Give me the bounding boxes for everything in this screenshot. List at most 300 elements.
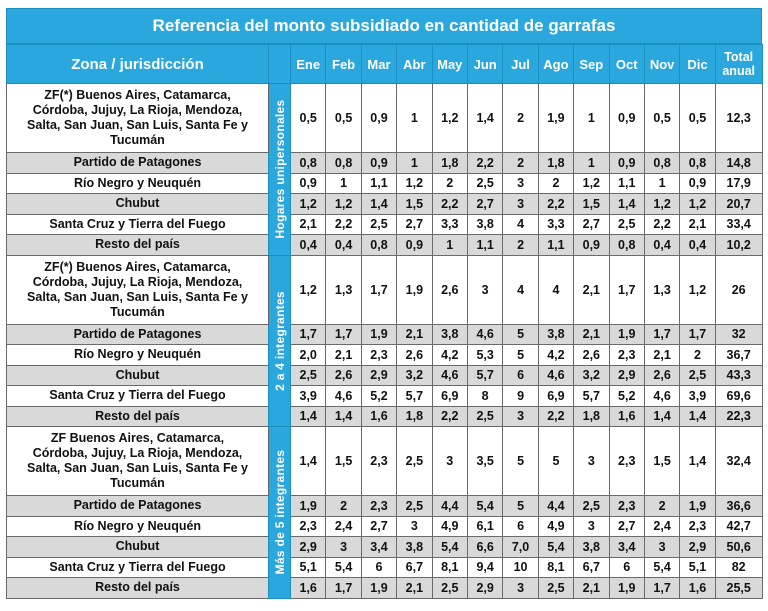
month-value-cell: 5,4 [644, 557, 679, 578]
total-column-header [715, 45, 762, 84]
month-value-cell: 1,7 [326, 324, 361, 345]
total-value-cell: 22,3 [715, 406, 762, 427]
table-row [7, 173, 763, 194]
total-value-cell: 10,2 [715, 235, 762, 256]
subsidy-table [6, 44, 763, 599]
month-value-cell: 2,1 [291, 214, 326, 235]
month-value-cell: 2,6 [432, 255, 467, 324]
table-row [7, 345, 763, 366]
month-value-cell: 2,2 [432, 194, 467, 215]
month-value-cell: 6 [503, 365, 538, 386]
month-value-cell: 0,5 [291, 84, 326, 153]
month-header: Ene [291, 45, 326, 84]
month-value-cell: 3 [467, 255, 502, 324]
zone-line: Resto del país [95, 580, 180, 595]
month-value-cell: 2,1 [680, 214, 715, 235]
month-header: Dic [680, 45, 715, 84]
month-value-cell: 4,9 [538, 516, 573, 537]
zone-line: ZF(*) Buenos Aires, Catamarca, [44, 88, 231, 102]
month-value-cell: 1,3 [644, 255, 679, 324]
month-value-cell: 5 [503, 427, 538, 496]
month-value-cell: 5,2 [361, 386, 396, 407]
month-value-cell: 0,9 [361, 153, 396, 174]
month-header: May [432, 45, 467, 84]
month-value-cell: 6,6 [467, 537, 502, 558]
month-value-cell: 0,9 [574, 235, 609, 256]
month-value-cell: 1 [432, 235, 467, 256]
month-value-cell: 1,5 [397, 194, 432, 215]
month-value-cell: 2,0 [291, 345, 326, 366]
month-value-cell: 0,8 [644, 153, 679, 174]
month-value-cell: 0,4 [680, 235, 715, 256]
month-value-cell: 1,4 [291, 406, 326, 427]
month-header: Oct [609, 45, 644, 84]
month-value-cell: 2,2 [538, 406, 573, 427]
month-value-cell: 2,6 [397, 345, 432, 366]
month-value-cell: 1,4 [680, 406, 715, 427]
month-value-cell: 0,5 [644, 84, 679, 153]
month-value-cell: 1 [574, 84, 609, 153]
month-value-cell: 2,3 [361, 427, 396, 496]
month-value-cell: 1,7 [644, 324, 679, 345]
zone-cell [7, 557, 269, 578]
month-value-cell: 2,5 [574, 496, 609, 517]
month-value-cell: 2 [644, 496, 679, 517]
zone-line: Resto del país [95, 408, 180, 423]
month-value-cell: 4 [503, 255, 538, 324]
month-value-cell: 2,2 [467, 153, 502, 174]
month-value-cell: 1,4 [326, 406, 361, 427]
month-value-cell: 4,6 [644, 386, 679, 407]
month-value-cell: 2,4 [644, 516, 679, 537]
month-value-cell: 2,2 [432, 406, 467, 427]
month-value-cell: 4,4 [432, 496, 467, 517]
month-value-cell: 2,5 [432, 578, 467, 599]
month-value-cell: 3 [574, 516, 609, 537]
month-header: Jul [503, 45, 538, 84]
month-value-cell: 2,3 [291, 516, 326, 537]
month-value-cell: 2,1 [574, 578, 609, 599]
month-value-cell: 5,7 [574, 386, 609, 407]
month-header: Mar [361, 45, 396, 84]
month-value-cell: 1,4 [467, 84, 502, 153]
table-row [7, 578, 763, 599]
zone-cell [7, 537, 269, 558]
month-value-cell: 2,5 [291, 365, 326, 386]
month-value-cell: 1 [644, 173, 679, 194]
month-value-cell: 1,4 [291, 427, 326, 496]
month-value-cell: 2,2 [538, 194, 573, 215]
month-value-cell: 0,8 [680, 153, 715, 174]
zone-cell [7, 214, 269, 235]
month-value-cell: 4 [538, 255, 573, 324]
month-value-cell: 2,9 [609, 365, 644, 386]
month-value-cell: 5,1 [680, 557, 715, 578]
zone-cell [7, 235, 269, 256]
month-value-cell: 1,2 [291, 255, 326, 324]
month-value-cell: 1,2 [680, 255, 715, 324]
total-value-cell: 43,3 [715, 365, 762, 386]
month-value-cell: 2,3 [361, 345, 396, 366]
month-value-cell: 7,0 [503, 537, 538, 558]
month-value-cell: 1,2 [432, 84, 467, 153]
month-value-cell: 2,7 [609, 516, 644, 537]
table-row [7, 153, 763, 174]
zone-line: Resto del país [95, 237, 180, 252]
month-value-cell: 2,3 [680, 516, 715, 537]
month-value-cell: 4,2 [538, 345, 573, 366]
zone-cell [7, 173, 269, 194]
month-value-cell: 3 [503, 406, 538, 427]
month-value-cell: 1,4 [609, 194, 644, 215]
month-value-cell: 0,9 [680, 173, 715, 194]
month-value-cell: 2,1 [397, 324, 432, 345]
group-column-header [269, 45, 291, 84]
month-value-cell: 2,2 [326, 214, 361, 235]
month-value-cell: 1,9 [609, 324, 644, 345]
month-value-cell: 1,4 [361, 194, 396, 215]
month-value-cell: 9,4 [467, 557, 502, 578]
zone-line: Tucumán [110, 304, 165, 319]
zone-cell [7, 84, 269, 153]
month-value-cell: 3,8 [467, 214, 502, 235]
month-value-cell: 0,8 [291, 153, 326, 174]
month-value-cell: 1,8 [538, 153, 573, 174]
zone-cell [7, 194, 269, 215]
zone-line: Salta, San Juan, San Luis, Santa Fe y [27, 461, 248, 475]
zone-line: Tucumán [110, 476, 165, 490]
zone-line: Chubut [115, 539, 160, 554]
month-value-cell: 10 [503, 557, 538, 578]
zone-line: Río Negro y Neuquén [73, 347, 202, 362]
month-value-cell: 2,5 [467, 406, 502, 427]
month-value-cell: 2,6 [574, 345, 609, 366]
zone-line: Chubut [115, 367, 160, 382]
zone-line: Salta, San Juan, San Luis, Santa Fe y [27, 289, 248, 304]
month-value-cell: 2,9 [467, 578, 502, 599]
month-value-cell: 2,5 [609, 214, 644, 235]
month-value-cell: 1 [326, 173, 361, 194]
zone-cell [7, 406, 269, 427]
month-value-cell: 1,6 [291, 578, 326, 599]
zone-line: Chubut [115, 196, 160, 211]
month-value-cell: 1,7 [326, 578, 361, 599]
month-value-cell: 0,9 [609, 84, 644, 153]
month-value-cell: 3 [644, 537, 679, 558]
month-value-cell: 5,4 [538, 537, 573, 558]
month-value-cell: 0,4 [326, 235, 361, 256]
month-value-cell: 1,1 [538, 235, 573, 256]
month-value-cell: 3,5 [467, 427, 502, 496]
month-value-cell: 5 [503, 324, 538, 345]
month-value-cell: 1,7 [644, 578, 679, 599]
month-value-cell: 1 [574, 153, 609, 174]
month-value-cell: 5 [503, 496, 538, 517]
month-value-cell: 3 [326, 537, 361, 558]
month-value-cell: 5,7 [397, 386, 432, 407]
zone-line: Córdoba, Jujuy, La Rioja, Mendoza, [32, 274, 243, 289]
zone-cell [7, 153, 269, 174]
month-value-cell: 1,4 [680, 427, 715, 496]
month-value-cell: 0,9 [361, 84, 396, 153]
zone-line: Tucumán [110, 133, 165, 147]
month-value-cell: 0,8 [609, 235, 644, 256]
month-value-cell: 3,2 [397, 365, 432, 386]
month-value-cell: 2 [503, 235, 538, 256]
total-value-cell: 33,4 [715, 214, 762, 235]
month-value-cell: 1 [397, 84, 432, 153]
month-value-cell: 2,9 [361, 365, 396, 386]
zone-cell [7, 365, 269, 386]
month-value-cell: 1,8 [432, 153, 467, 174]
month-value-cell: 1,6 [361, 406, 396, 427]
month-value-cell: 2,9 [680, 537, 715, 558]
month-value-cell: 2,7 [397, 214, 432, 235]
month-value-cell: 3,9 [680, 386, 715, 407]
month-value-cell: 1,6 [609, 406, 644, 427]
table-row [7, 365, 763, 386]
group-label: Más de 5 integrantes [272, 449, 287, 575]
month-value-cell: 6,9 [432, 386, 467, 407]
month-value-cell: 6 [609, 557, 644, 578]
month-value-cell: 0,5 [680, 84, 715, 153]
month-value-cell: 1,7 [680, 324, 715, 345]
zone-line: ZF(*) Buenos Aires, Catamarca, [44, 259, 231, 274]
month-value-cell: 6,9 [538, 386, 573, 407]
month-value-cell: 1,9 [538, 84, 573, 153]
month-value-cell: 4 [503, 214, 538, 235]
table-title: Referencia del monto subsidiado en cantidad de garrafas [6, 8, 762, 44]
month-value-cell: 1,2 [574, 173, 609, 194]
month-value-cell: 9 [503, 386, 538, 407]
month-value-cell: 1,4 [644, 406, 679, 427]
zone-cell [7, 427, 269, 496]
month-value-cell: 3 [503, 173, 538, 194]
total-value-cell: 20,7 [715, 194, 762, 215]
group-label-cell [269, 255, 291, 427]
zone-line: Santa Cruz y Tierra del Fuego [49, 388, 226, 403]
month-header: Abr [397, 45, 432, 84]
month-value-cell: 6,7 [397, 557, 432, 578]
month-value-cell: 2,4 [326, 516, 361, 537]
total-value-cell: 42,7 [715, 516, 762, 537]
month-value-cell: 5 [503, 345, 538, 366]
zone-column-header: Zona / jurisdicción [7, 45, 269, 84]
zone-line: Partido de Patagones [73, 155, 202, 170]
table-row [7, 537, 763, 558]
month-value-cell: 4,6 [432, 365, 467, 386]
month-value-cell: 3 [503, 194, 538, 215]
month-value-cell: 2 [680, 345, 715, 366]
month-value-cell: 3,3 [538, 214, 573, 235]
table-row [7, 516, 763, 537]
month-value-cell: 2,6 [326, 365, 361, 386]
total-value-cell: 32,4 [715, 427, 762, 496]
total-value-cell: 12,3 [715, 84, 762, 153]
month-value-cell: 1,2 [397, 173, 432, 194]
month-value-cell: 3 [432, 427, 467, 496]
month-value-cell: 2 [432, 173, 467, 194]
month-value-cell: 3 [397, 516, 432, 537]
table-row [7, 194, 763, 215]
month-value-cell: 2 [503, 84, 538, 153]
month-value-cell: 1 [397, 153, 432, 174]
total-value-cell: 14,8 [715, 153, 762, 174]
zone-line: Santa Cruz y Tierra del Fuego [49, 216, 226, 231]
month-value-cell: 6 [361, 557, 396, 578]
month-value-cell: 2,7 [574, 214, 609, 235]
table-row [7, 214, 763, 235]
zone-cell [7, 496, 269, 517]
month-value-cell: 4,6 [538, 365, 573, 386]
month-value-cell: 2,1 [574, 324, 609, 345]
month-value-cell: 6 [503, 516, 538, 537]
month-value-cell: 2,2 [644, 214, 679, 235]
zone-line: Córdoba, Jujuy, La Rioja, Mendoza, [32, 446, 243, 460]
month-value-cell: 0,4 [644, 235, 679, 256]
month-value-cell: 5,4 [432, 537, 467, 558]
zone-line: Río Negro y Neuquén [73, 518, 202, 533]
month-value-cell: 1,7 [291, 324, 326, 345]
month-value-cell: 5 [538, 427, 573, 496]
month-value-cell: 1,5 [326, 427, 361, 496]
month-value-cell: 4,6 [326, 386, 361, 407]
month-value-cell: 0,9 [609, 153, 644, 174]
month-value-cell: 3 [574, 427, 609, 496]
month-value-cell: 2,5 [538, 578, 573, 599]
table-body [7, 84, 763, 599]
table-row [7, 427, 763, 496]
month-value-cell: 1,8 [574, 406, 609, 427]
month-value-cell: 2,3 [609, 345, 644, 366]
month-value-cell: 1,9 [361, 578, 396, 599]
month-value-cell: 5,2 [609, 386, 644, 407]
month-value-cell: 1,7 [609, 255, 644, 324]
month-value-cell: 1,9 [291, 496, 326, 517]
month-value-cell: 2,1 [644, 345, 679, 366]
zone-cell [7, 324, 269, 345]
month-value-cell: 5,4 [467, 496, 502, 517]
month-value-cell: 0,9 [291, 173, 326, 194]
month-value-cell: 8 [467, 386, 502, 407]
zone-line: Salta, San Juan, San Luis, Santa Fe y [27, 118, 248, 132]
month-value-cell: 3,2 [574, 365, 609, 386]
total-value-cell: 36,7 [715, 345, 762, 366]
month-value-cell: 6,1 [467, 516, 502, 537]
month-value-cell: 3,8 [397, 537, 432, 558]
month-value-cell: 4,9 [432, 516, 467, 537]
total-value-cell: 82 [715, 557, 762, 578]
table-row [7, 255, 763, 324]
month-value-cell: 1,7 [361, 255, 396, 324]
month-value-cell: 4,4 [538, 496, 573, 517]
month-value-cell: 2,7 [467, 194, 502, 215]
zone-line: ZF Buenos Aires, Catamarca, [50, 431, 225, 445]
month-value-cell: 2,1 [574, 255, 609, 324]
month-value-cell: 3,4 [609, 537, 644, 558]
zone-line: Córdoba, Jujuy, La Rioja, Mendoza, [32, 103, 243, 117]
table-row [7, 386, 763, 407]
month-value-cell: 4,6 [467, 324, 502, 345]
group-label: Hogares unipersonales [272, 99, 287, 239]
month-value-cell: 6,7 [574, 557, 609, 578]
month-value-cell: 3 [503, 578, 538, 599]
month-value-cell: 2,7 [361, 516, 396, 537]
month-header: Nov [644, 45, 679, 84]
table-row [7, 406, 763, 427]
zone-cell [7, 255, 269, 324]
month-value-cell: 1,1 [467, 235, 502, 256]
zone-cell [7, 386, 269, 407]
month-value-cell: 2,5 [680, 365, 715, 386]
group-label-cell [269, 427, 291, 599]
total-value-cell: 32 [715, 324, 762, 345]
month-value-cell: 1,6 [680, 578, 715, 599]
month-value-cell: 1,2 [680, 194, 715, 215]
month-value-cell: 2 [326, 496, 361, 517]
subsidy-table-document [6, 8, 762, 599]
zone-cell [7, 578, 269, 599]
total-header-line1: Total [724, 50, 754, 64]
total-value-cell: 26 [715, 255, 762, 324]
month-header: Ago [538, 45, 573, 84]
month-value-cell: 2,5 [467, 173, 502, 194]
zone-line: Río Negro y Neuquén [73, 175, 202, 190]
month-value-cell: 2,3 [361, 496, 396, 517]
month-value-cell: 1,2 [326, 194, 361, 215]
month-value-cell: 1,2 [291, 194, 326, 215]
month-value-cell: 1,5 [644, 427, 679, 496]
month-value-cell: 1,9 [609, 578, 644, 599]
month-value-cell: 8,1 [432, 557, 467, 578]
month-header: Sep [574, 45, 609, 84]
month-value-cell: 3,8 [432, 324, 467, 345]
table-row [7, 84, 763, 153]
month-value-cell: 0,8 [326, 153, 361, 174]
month-value-cell: 2,1 [326, 345, 361, 366]
month-value-cell: 2,1 [397, 578, 432, 599]
month-value-cell: 2,5 [397, 496, 432, 517]
table-row [7, 235, 763, 256]
month-value-cell: 2,6 [644, 365, 679, 386]
month-value-cell: 3,8 [538, 324, 573, 345]
group-label: 2 a 4 integrantes [272, 290, 287, 391]
month-value-cell: 3,9 [291, 386, 326, 407]
month-value-cell: 0,5 [326, 84, 361, 153]
month-value-cell: 5,7 [467, 365, 502, 386]
month-value-cell: 1,1 [609, 173, 644, 194]
zone-line: Santa Cruz y Tierra del Fuego [49, 559, 226, 574]
total-value-cell: 69,6 [715, 386, 762, 407]
month-value-cell: 1,1 [361, 173, 396, 194]
table-row [7, 324, 763, 345]
month-value-cell: 1,2 [644, 194, 679, 215]
table-row [7, 557, 763, 578]
month-value-cell: 2,3 [609, 496, 644, 517]
zone-line: Partido de Patagones [73, 326, 202, 341]
table-row [7, 496, 763, 517]
header-row [7, 45, 763, 84]
month-value-cell: 0,8 [361, 235, 396, 256]
month-value-cell: 1,5 [574, 194, 609, 215]
month-value-cell: 5,1 [291, 557, 326, 578]
total-header-line2: anual [722, 64, 756, 78]
month-value-cell: 3,4 [361, 537, 396, 558]
month-value-cell: 1,9 [680, 496, 715, 517]
month-value-cell: 5,3 [467, 345, 502, 366]
month-value-cell: 1,9 [397, 255, 432, 324]
total-value-cell: 17,9 [715, 173, 762, 194]
